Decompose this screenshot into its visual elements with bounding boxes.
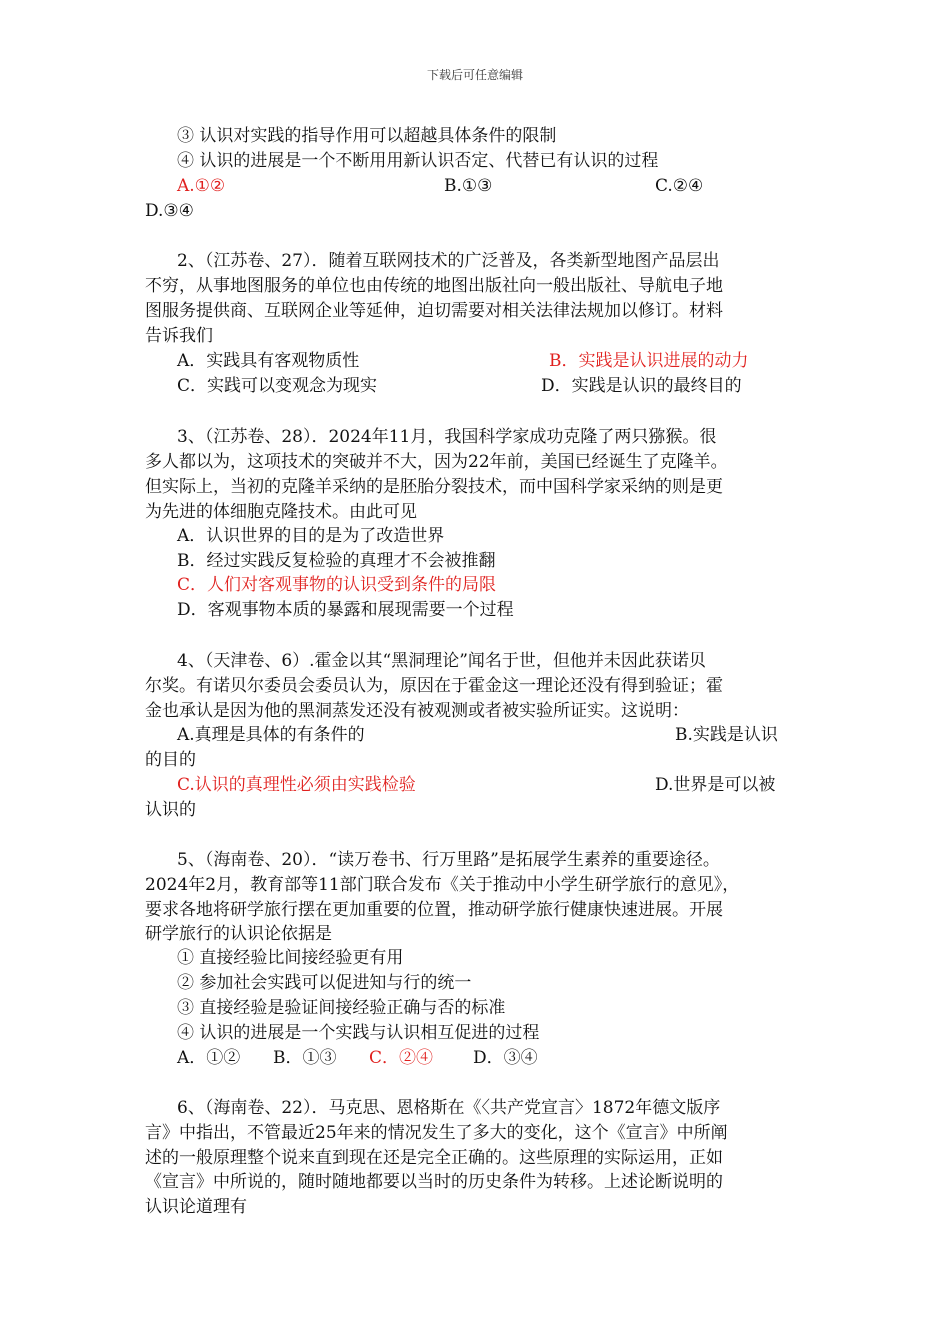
q6-stem-line2: 言》中指出，不管最近25年来的情况发生了多大的变化，这个《宣言》中所阐 bbox=[145, 1123, 728, 1143]
q5-stem-line3: 要求各地将研学旅行摆在更加重要的位置，推动研学旅行健康快速进展。开展 bbox=[145, 900, 723, 920]
q1-choice-c: C.②④ bbox=[655, 176, 704, 196]
q5-option-2: ② 参加社会实践可以促进知与行的统一 bbox=[177, 973, 472, 993]
q1-choice-b: B.①③ bbox=[444, 176, 493, 196]
q3-stem-line3: 但实际上，当初的克隆羊采纳的是胚胎分裂技术，而中国科学家采纳的则是更 bbox=[145, 477, 723, 497]
q5-choice-b: B．①③ bbox=[273, 1048, 337, 1068]
q5-option-4: ④ 认识的进展是一个实践与认识相互促进的过程 bbox=[177, 1023, 540, 1043]
q6-stem-line1: 6、（海南卷、22）．马克思、恩格斯在《〈共产党宣言〉1872年德文版序 bbox=[177, 1098, 721, 1118]
q1-choice-d: D.③④ bbox=[145, 201, 194, 221]
q3-choice-a: A．认识世界的目的是为了改造世界 bbox=[177, 526, 445, 546]
q2-stem-line1: 2、（江苏卷、27）．随着互联网技术的广泛普及，各类新型地图产品层出 bbox=[177, 251, 720, 271]
q1-choice-a: A.①② bbox=[177, 176, 226, 196]
q6-stem-line3: 述的一般原理整个说来直到现在还是完全正确的。这些原理的实际运用，正如 bbox=[145, 1148, 723, 1168]
q2-stem-line4: 告诉我们 bbox=[145, 326, 213, 346]
q5-stem-line4: 研学旅行的认识论依据是 bbox=[145, 924, 332, 944]
q6-stem-line5: 认识论道理有 bbox=[145, 1197, 247, 1217]
q2-stem-line2: 不穷，从事地图服务的单位也由传统的地图出版社向一般出版社、导航电子地 bbox=[145, 276, 723, 296]
q5-choice-a: A．①② bbox=[177, 1048, 241, 1068]
q1-option-3: ③ 认识对实践的指导作用可以超越具体条件的限制 bbox=[177, 126, 557, 146]
q3-choice-d: D．客观事物本质的暴露和展现需要一个过程 bbox=[177, 600, 514, 620]
q5-choice-c: C．②④ bbox=[369, 1048, 434, 1068]
q2-choice-c: C．实践可以变观念为现实 bbox=[177, 376, 378, 396]
q5-option-3: ③ 直接经验是验证间接经验正确与否的标准 bbox=[177, 998, 506, 1018]
q2-choice-d: D．实践是认识的最终目的 bbox=[541, 376, 742, 396]
q4-stem-line3: 金也承认是因为他的黑洞蒸发还没有被观测或者被实验所证实。这说明： bbox=[145, 701, 689, 721]
q2-choice-a: A．实践具有客观物质性 bbox=[177, 351, 360, 371]
q4-choice-d: D.世界是可以被 bbox=[655, 775, 776, 795]
page-header: 下载后可任意编辑 bbox=[426, 68, 523, 82]
q2-stem-line3: 图服务提供商、互联网企业等延伸，迫切需要对相关法律法规加以修订。材料 bbox=[145, 301, 723, 321]
q4-choice-d-wrap: 认识的 bbox=[145, 800, 196, 820]
q4-choice-b-wrap: 的目的 bbox=[145, 750, 196, 770]
q4-stem-line2: 尔奖。有诺贝尔委员会委员认为，原因在于霍金这一理论还没有得到验证；霍 bbox=[145, 676, 723, 696]
q4-choice-a: A.真理是具体的有条件的 bbox=[177, 725, 365, 745]
q2-choice-b: B．实践是认识进展的动力 bbox=[549, 351, 749, 371]
q5-option-1: ① 直接经验比间接经验更有用 bbox=[177, 948, 404, 968]
q3-stem-line1: 3、（江苏卷、28）．2024年11月，我国科学家成功克隆了两只猕猴。很 bbox=[177, 427, 717, 447]
q4-choice-b: B.实践是认识 bbox=[675, 725, 778, 745]
q6-stem-line4: 《宣言》中所说的，随时随地都要以当时的历史条件为转移。上述论断说明的 bbox=[145, 1172, 723, 1192]
q5-choice-d: D．③④ bbox=[473, 1048, 538, 1068]
q3-choice-b: B．经过实践反复检验的真理才不会被推翻 bbox=[177, 551, 496, 571]
q3-choice-c: C．人们对客观事物的认识受到条件的局限 bbox=[177, 575, 497, 595]
q1-option-4: ④ 认识的进展是一个不断用用新认识否定、代替已有认识的过程 bbox=[177, 151, 659, 171]
q3-stem-line4: 为先进的体细胞克隆技术。由此可见 bbox=[145, 502, 417, 522]
q4-stem-line1: 4、（天津卷、6）.霍金以其“黑洞理论”闻名于世，但他并未因此获诺贝 bbox=[177, 651, 706, 671]
q5-stem-line1: 5、（海南卷、20）．“读万卷书、行万里路”是拓展学生素养的重要途径。 bbox=[177, 850, 720, 870]
q3-stem-line2: 多人都以为，这项技术的突破并不大，因为22年前，美国已经诞生了克隆羊。 bbox=[145, 452, 728, 472]
q5-stem-line2: 2024年2月，教育部等11部门联合发布《关于推动中小学生研学旅行的意见》， bbox=[145, 875, 740, 895]
q4-choice-c: C.认识的真理性必须由实践检验 bbox=[177, 775, 416, 795]
